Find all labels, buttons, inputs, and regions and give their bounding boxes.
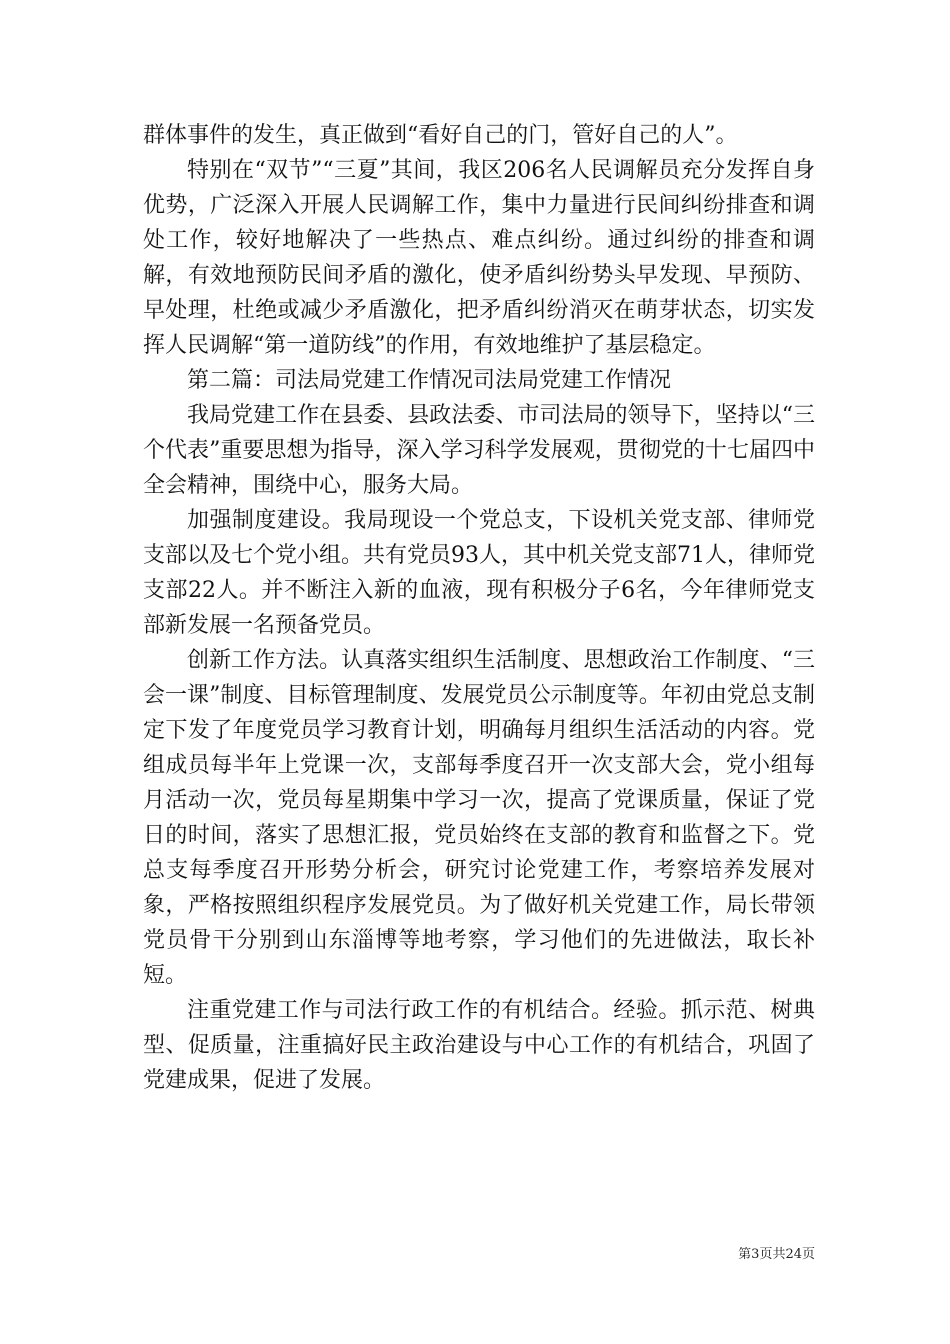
- paragraph-mediation: 特别在“双节”“三夏”其间，我区206名人民调解员充分发挥自身优势，广泛深入开展人民调解工作，集中力量进行民间纠纷排查和调处工作，较好地解决了一些热点、难点纠纷。通过纠纷的排查和调解，有效地预防民间矛盾的激化，使矛盾纠纷势头早发现、早预防、早处理，杜绝或减少矛盾激化，把矛盾纠纷消灭在萌芽状态，切实发挥人民调解“第一道防线”的作用，有效地维护了基层稳定。: [143, 158, 815, 358]
- section-heading: 第二篇：司法局党建工作情况司法局党建工作情况: [187, 368, 672, 393]
- paragraph-intro: 我局党建工作在县委、县政法委、市司法局的领导下，坚持以“三个代表”重要思想为指导，深入学习科学发展观，贯彻党的十七届四中全会精神，围绕中心，服务大局。: [143, 403, 815, 498]
- paragraph-continuation: 群体事件的发生，真正做到“看好自己的门，管好自己的人”。: [143, 123, 738, 148]
- document-body: [143, 118, 815, 1098]
- paragraph-work-methods: 创新工作方法。认真落实组织生活制度、思想政治工作制度、“三会一课”制度、目标管理制度、发展党员公示制度等。年初由党总支制定下发了年度党员学习教育计划，明确每月组织生活活动的内容。党组成员每半年上党课一次，支部每季度召开一次支部大会，党小组每月活动一次，党员每星期集中学习一次，提高了党课质量，保证了党日的时间，落实了思想汇报，党员始终在支部的教育和监督之下。党总支每季度召开形势分析会，研究讨论党建工作，考察培养发展对象，严格按照组织程序发展党员。为了做好机关党建工作，局长带领党员骨干分别到山东淄博等地考察，学习他们的先进做法，取长补短。: [143, 648, 815, 988]
- paragraph-integration: 注重党建工作与司法行政工作的有机结合。经验。抓示范、树典型、促质量，注重搞好民主政治建设与中心工作的有机结合，巩固了党建成果，促进了发展。: [143, 998, 815, 1093]
- page-number: 第3页共24页: [738, 1247, 815, 1262]
- paragraph-system-building: 加强制度建设。我局现设一个党总支，下设机关党支部、律师党支部以及七个党小组。共有党员93人，其中机关党支部71人，律师党支部22人。并不断注入新的血液，现有积极分子6名，今年律师党支部新发展一名预备党员。: [143, 508, 815, 638]
